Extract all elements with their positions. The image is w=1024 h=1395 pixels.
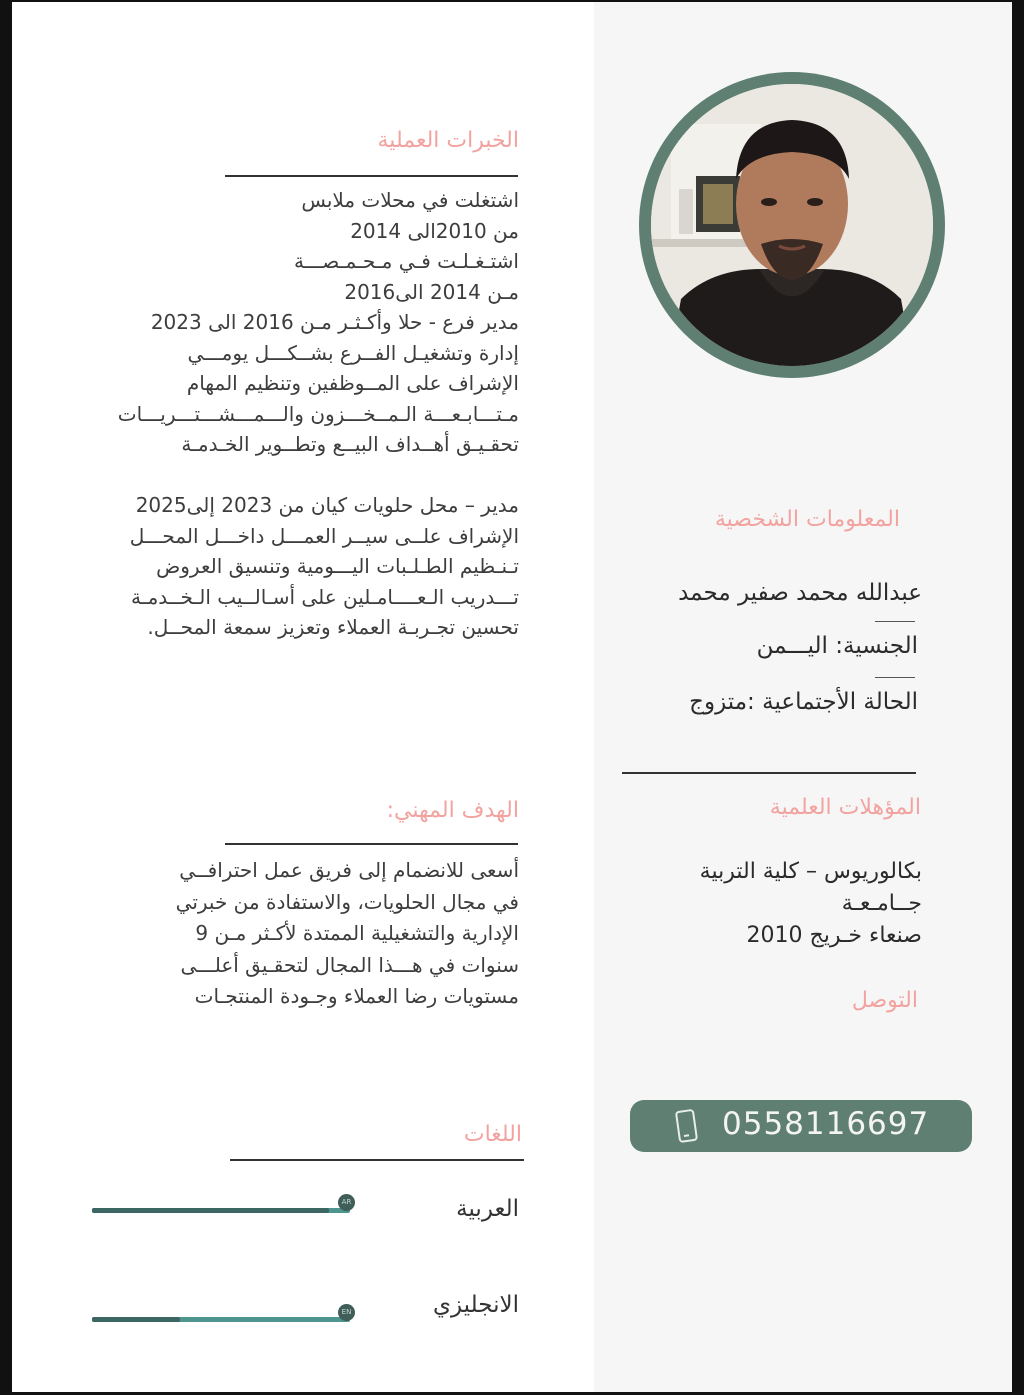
experience-spacer [118, 460, 519, 491]
personal-divider [622, 772, 916, 774]
profile-photo [639, 72, 945, 378]
experience-text [118, 185, 519, 643]
experience-line: اشتغلت في محلات ملابس [301, 188, 519, 212]
experience-line: إدارة وتشغيـل الفــرع بشــكـــل يومـــي [187, 340, 519, 365]
experience-line: تـــدريب الـعــــامـلين على أسـالــيب الـخــدمـة [131, 584, 519, 609]
experience-line: مـن 2014 الى2016 [344, 279, 519, 304]
experience-line: تحقـيـق أهــداف البيــع وتطــوير الخـدمـة [181, 432, 519, 456]
nationality-divider [875, 677, 915, 678]
languages-divider [230, 1159, 524, 1161]
experience-line: مدير – محل حلويات كيان من 2023 إلى2025 [135, 493, 519, 517]
language-english-bar-fill [92, 1317, 180, 1322]
language-english-badge: EN [338, 1304, 355, 1321]
experience-line: الإشراف على المــوظفين وتنظيم المهام [186, 371, 519, 395]
mobile-phone-icon [674, 1109, 702, 1145]
person-name: عبدالله محمد صفير محمد [678, 580, 922, 606]
qualification-line: جــامـعـة [841, 891, 922, 916]
experience-line: تـنـظيم الطـلـبات اليـــومية وتنسيق العروض [156, 554, 519, 578]
phone-contact[interactable] [630, 1100, 972, 1152]
qualifications-heading: المؤهلات العلمية [769, 795, 921, 820]
objective-line: مستويات رضا العملاء وجـودة المنتجـات [194, 984, 519, 1008]
objective-divider [225, 843, 518, 845]
language-english-label: الانجليزي [432, 1292, 519, 1318]
person-photo-illustration [651, 84, 933, 366]
qualification-line: صنعاء خـريج 2010 [746, 923, 922, 948]
experience-heading: الخبرات العملية [377, 128, 519, 153]
qualifications-text [700, 856, 922, 952]
objective-line: سنوات في هـــذا المجال لتحقـيق أعلـــى [180, 952, 519, 977]
qualification-line: بكالوريوس – كلية التربية [699, 859, 922, 884]
experience-line: مـتـــابـعـــة الـمــخـــزون والـــمـــشـــتـــريـــات [117, 401, 519, 426]
profile-photo-image [651, 84, 933, 366]
language-arabic-bar-fill [92, 1208, 329, 1213]
experience-line: مدير فرع - حلا وأكـثـر مـن 2016 الى 2023 [150, 310, 519, 334]
experience-line: الإشراف علــى سيــر العمـــل داخـــل المحـــل [129, 523, 519, 548]
objective-line: في مجال الحلويات، والاستفادة من خبرتي [175, 889, 519, 914]
phone-number[interactable]: 0558116697 [722, 1106, 930, 1142]
experience-line: اشتـغـلـت فـي مـحـمـصـــة [293, 249, 519, 273]
personal-heading: المعلومات الشخصية [714, 507, 900, 532]
marital-status: الحالة الأجتماعية :متزوج [689, 689, 918, 715]
languages-heading: اللغات [463, 1122, 522, 1147]
language-arabic-badge: AR [338, 1194, 355, 1211]
experience-divider [225, 175, 518, 177]
language-arabic-label: العربية [456, 1196, 519, 1222]
language-arabic-bar [92, 1208, 350, 1213]
name-divider [875, 621, 915, 622]
experience-line: تحسين تجـربـة العملاء وتعزيز سمعة المحــل. [147, 615, 519, 639]
objective-line: أسعى للانضمام إلى فريق عمل احترافــي [179, 858, 519, 882]
experience-line: من 2010الى 2014 [350, 218, 519, 243]
objective-line: الإدارية والتشغيلية الممتدة لأكـثر مـن 9 [195, 921, 519, 945]
objective-text [176, 855, 519, 1013]
language-english-bar [92, 1317, 350, 1322]
objective-heading: الهدف المهني: [386, 798, 519, 823]
nationality: الجنسية: اليـــمن [756, 633, 918, 659]
contact-heading: التوصل [851, 988, 918, 1013]
